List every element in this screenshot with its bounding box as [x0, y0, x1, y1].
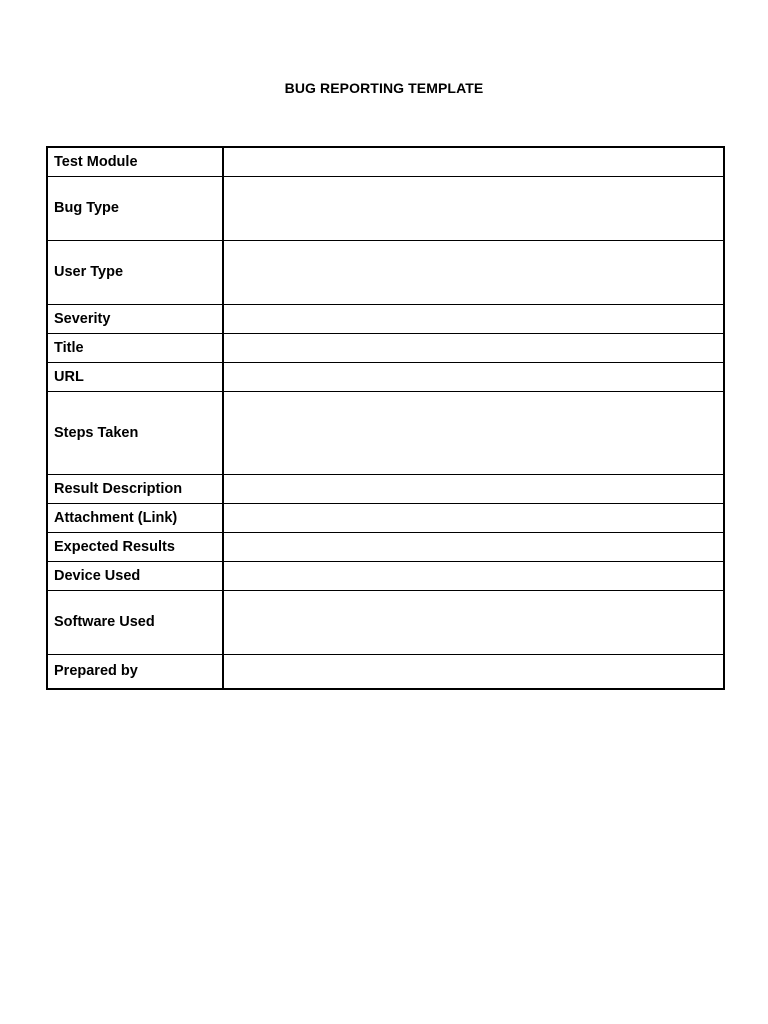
table-row-device-used [47, 561, 724, 590]
url-field[interactable] [223, 362, 724, 391]
table-row-user-type [47, 240, 724, 304]
row-label: Software Used [47, 590, 223, 654]
row-label: Steps Taken [47, 391, 223, 474]
table-row-steps-taken [47, 391, 724, 474]
table-row-prepared-by [47, 654, 724, 689]
row-label: Device Used [47, 561, 223, 590]
attachment-link-field[interactable] [223, 503, 724, 532]
row-label: URL [47, 362, 223, 391]
table-row-expected-results [47, 532, 724, 561]
steps-taken-field[interactable] [223, 391, 724, 474]
table-row-test-module [47, 147, 724, 176]
table-row-title [47, 333, 724, 362]
bug-report-table [46, 146, 725, 690]
table-row-url [47, 362, 724, 391]
title-field[interactable] [223, 333, 724, 362]
user-type-field[interactable] [223, 240, 724, 304]
row-label: Result Description [47, 474, 223, 503]
bug-type-field[interactable] [223, 176, 724, 240]
row-label: Bug Type [47, 176, 223, 240]
test-module-field[interactable] [223, 147, 724, 176]
table-row-attachment-link [47, 503, 724, 532]
table-row-bug-type [47, 176, 724, 240]
row-label: Prepared by [47, 654, 223, 689]
row-label: Attachment (Link) [47, 503, 223, 532]
severity-field[interactable] [223, 304, 724, 333]
row-label: User Type [47, 240, 223, 304]
prepared-by-field[interactable] [223, 654, 724, 689]
table-row-severity [47, 304, 724, 333]
row-label: Test Module [47, 147, 223, 176]
expected-results-field[interactable] [223, 532, 724, 561]
software-used-field[interactable] [223, 590, 724, 654]
device-used-field[interactable] [223, 561, 724, 590]
result-description-field[interactable] [223, 474, 724, 503]
row-label: Severity [47, 304, 223, 333]
table-row-result-description [47, 474, 724, 503]
row-label: Expected Results [47, 532, 223, 561]
row-label: Title [47, 333, 223, 362]
page-title: BUG REPORTING TEMPLATE [284, 80, 484, 96]
table-row-software-used [47, 590, 724, 654]
